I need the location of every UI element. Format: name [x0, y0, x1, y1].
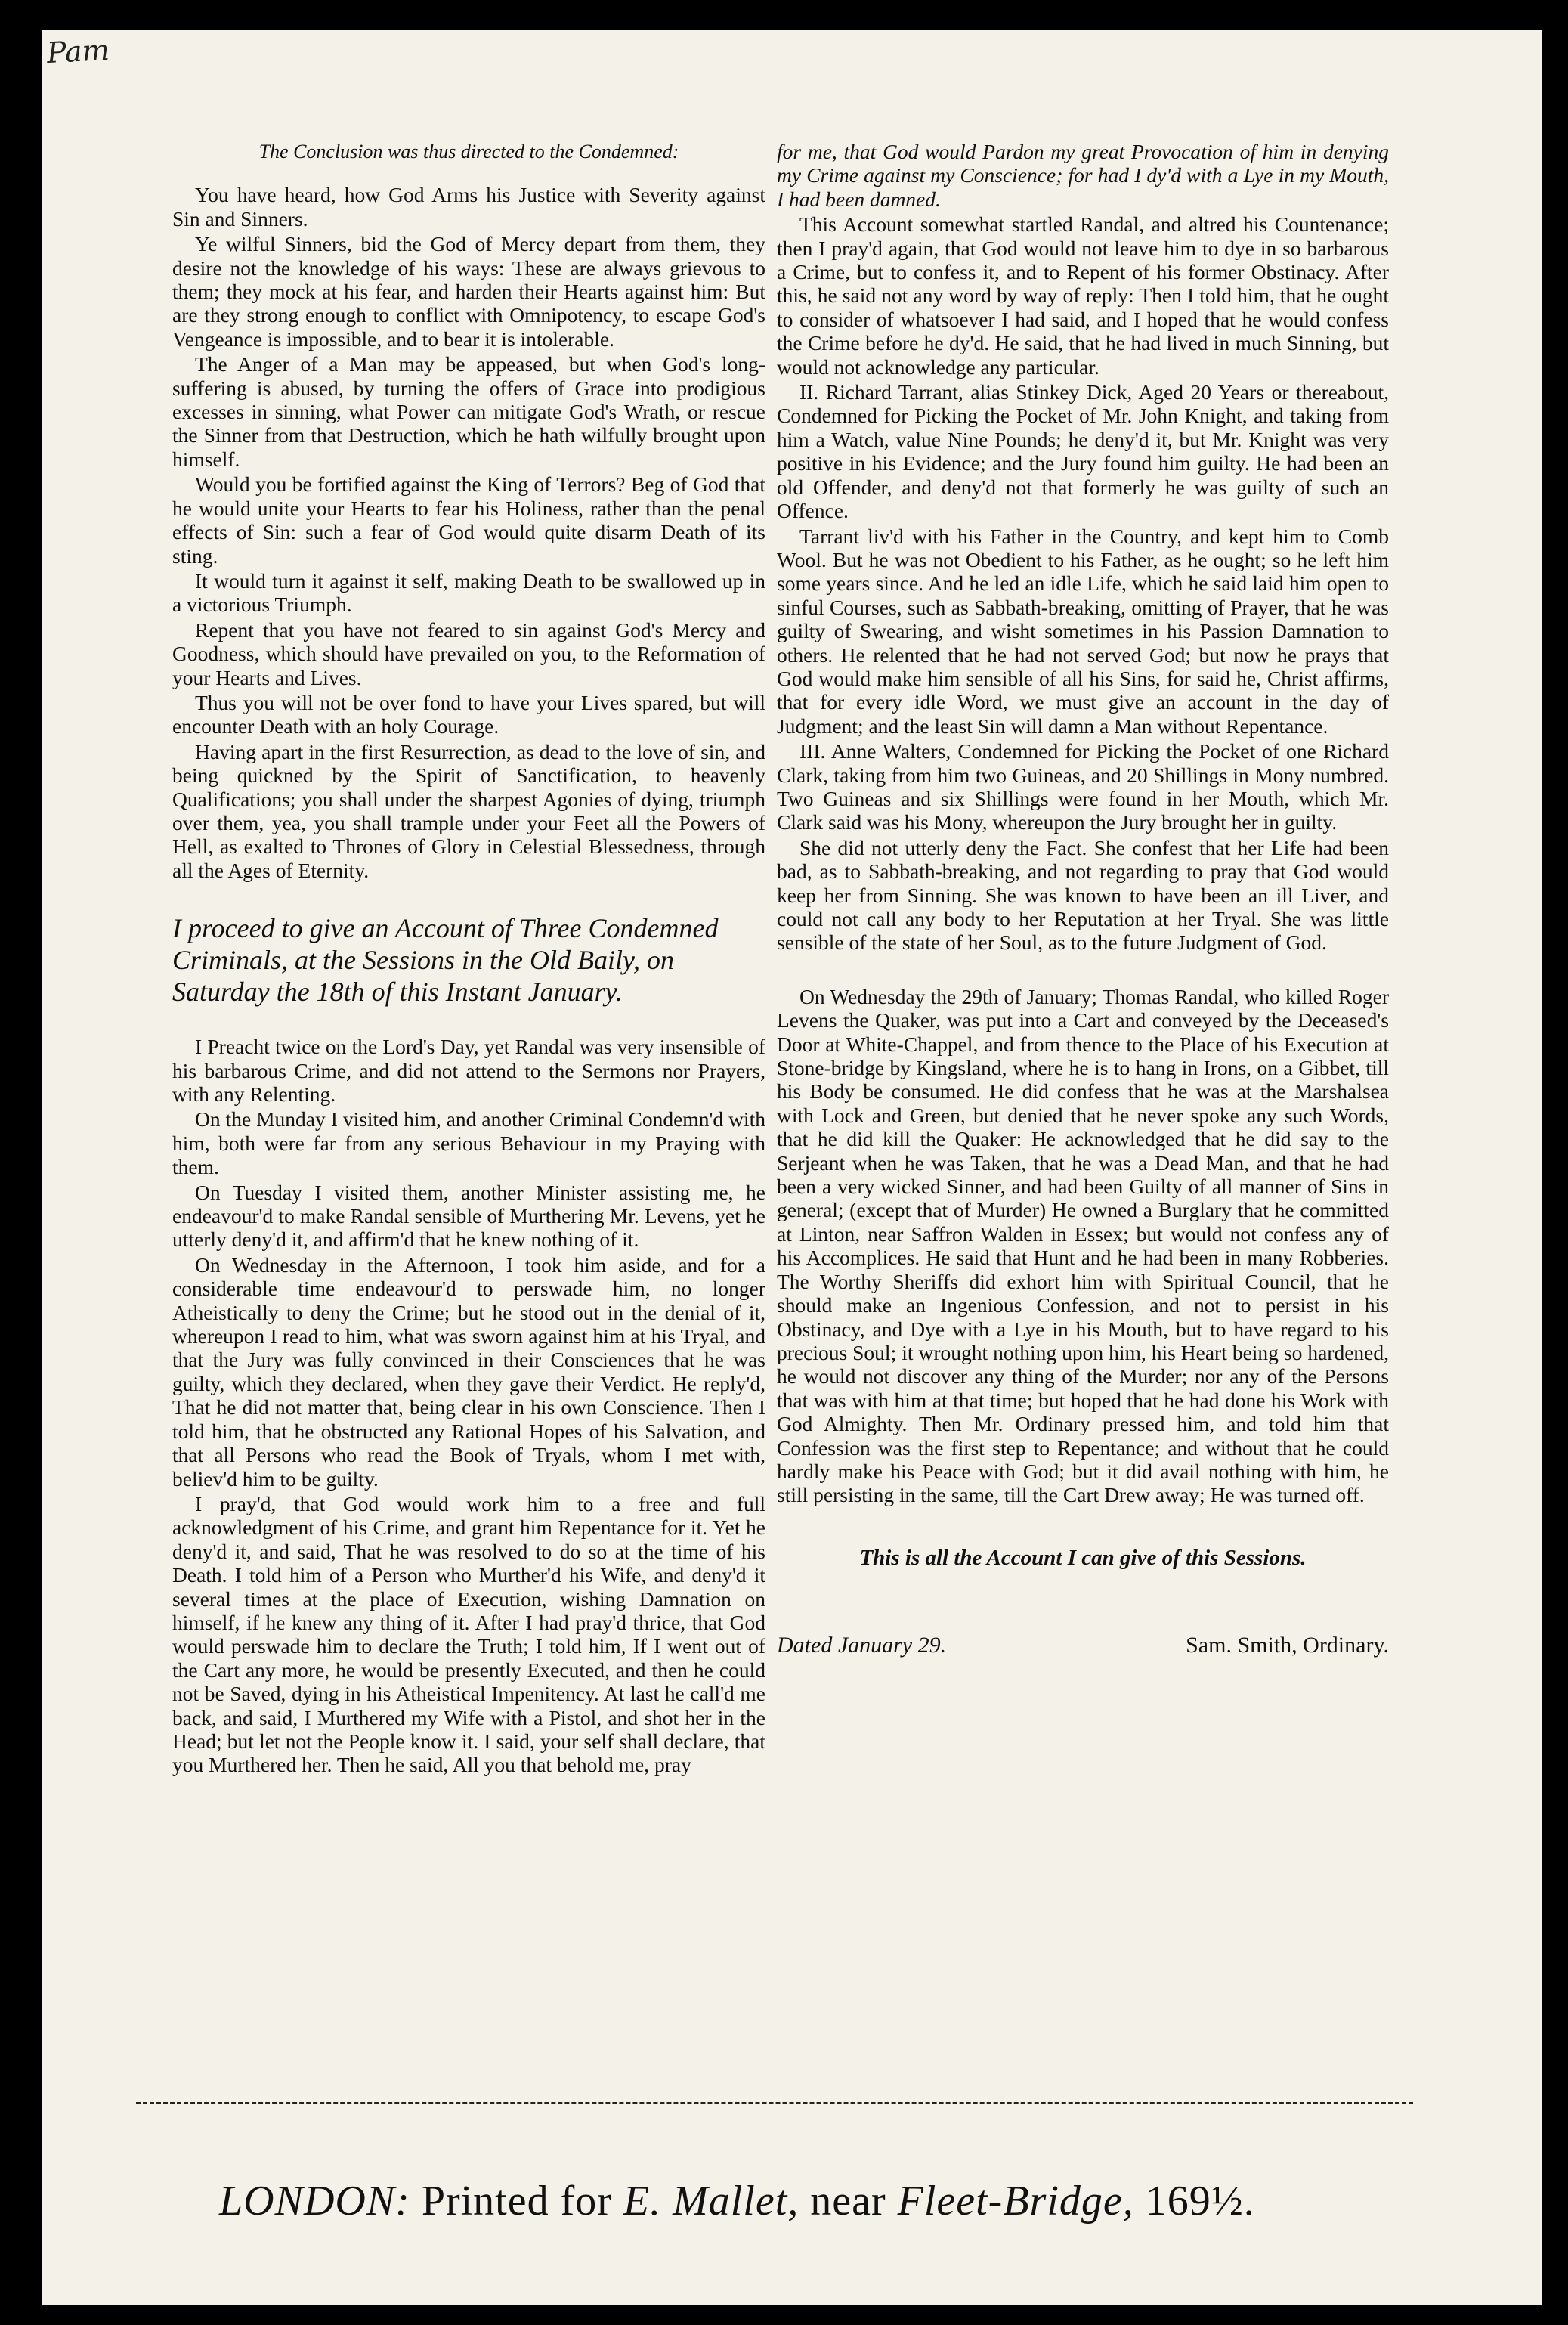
- paragraph: I pray'd, that God would work him to a free and full acknowledgment of his Crime, and grant him Repentance for it. Yet he deny'd it, and said, That he was resolved to do so at the time of his Death. I told him of a Person who Murther'd his Wife, and deny'd it several times at the place of Execution, wishing Damnation on himself, if he knew any thing of it. After I had pray'd thrice, that God would perswade him to declare the Truth; I told him, If I went out of the Cart any more, he would be presently Executed, and then he could not be Saved, dying in his Atheistical Impenitency. At last he call'd me back, and said, I Murthered my Wife with a Pistol, and shot her in the Head; but let not the People know it. I said, your self shall declare, that you Murthered her. Then he said, All you that behold me, pray: [172, 1491, 765, 1777]
- paragraph: II. Richard Tarrant, alias Stinkey Dick, Aged 20 Years or thereabout, Condemned for Picking the Pocket of Mr. John Knight, and taking from him a Watch, value Nine Pounds; he deny'd it, but Mr. Knight was very positive in his Evidence; and the Jury found him guilty. He had been an old Offender, and deny'd not that formerly he was guilty of such an Offence.: [777, 380, 1389, 523]
- paragraph: On Tuesday I visited them, another Minister assisting me, he endeavour'd to make Randal sensible of Murthering Mr. Levens, yet he utterly deny'd it, and affirm'd that he knew nothing of it.: [172, 1180, 765, 1252]
- paragraph: This Account somewhat startled Randal, and altred his Countenance; then I pray'd again, that God would not leave him to dye in so barbarous a Crime, but to confess it, and to Repent of his former Obstinacy. After this, he said not any word by way of reply: Then I told him, that he ought to consider of whatsoever I had said, and I hoped that he would confess the Crime before he dy'd. He said, that he had lived in much Sinning, but would not acknowledge any particular.: [777, 212, 1389, 379]
- paragraph: It would turn it against it self, making Death to be swallowed up in a victorious Triumph.: [172, 568, 765, 617]
- paragraph: She did not utterly deny the Fact. She confest that her Life had been bad, as to Sabbath-breaking, and not regarding to pray that God would keep her from Sinning. She was known to have been an ill Liver, and could not call any body to her Reputation at her Tryal. She was little sensible of the state of her Soul, as to the future Judgment of God.: [777, 835, 1389, 955]
- left-column: [172, 140, 765, 1779]
- paragraph: Would you be fortified against the King of Terrors? Beg of God that he would unite your Hearts to fear his Holiness, rather than the penal effects of Sin: such a fear of God would quite disarm Death of its sting.: [172, 472, 765, 568]
- section-gap: [777, 956, 1389, 985]
- imprint-place: Fleet-Bridge,: [897, 2178, 1134, 2224]
- paragraph: On the Munday I visited him, and another Criminal Condemn'd with him, both were far from any serious Behaviour in my Praying with them.: [172, 1107, 765, 1179]
- paragraph: The Anger of a Man may be appeased, but when God's long-suffering is abused, by turning the offers of Grace into prodigious excesses in sinning, what Power can mitigate God's Wrath, or rescue the Sinner from that Destruction, which he hath wilfully brought upon himself.: [172, 352, 765, 471]
- right-column: [777, 140, 1389, 1664]
- imprint-near: near: [810, 2178, 886, 2224]
- continued-prayer: for me, that God would Pardon my great Provocation of him in denying my Crime against my Conscience; for had I dy'd with a Lye in my Mouth, I had been damned.: [777, 140, 1389, 211]
- paragraph: On Wednesday in the Afternoon, I took him aside, and for a considerable time endeavour'd to perswade him, no longer Atheistically to deny the Crime; but he stood out in the denial of it, whereupon I read to him, what was sworn against him at his Tryal, and that the Jury was fully convinced in their Consciences that he was guilty, which they declared, when they gave their Verdict. He reply'd, That he did not matter that, being clear in his own Conscience. Then I told him, that he obstructed any Rational Hopes of his Salvation, and that all Persons who read the Book of Tryals, whom I met with, believ'd him to be guilty.: [172, 1252, 765, 1491]
- paragraph: Repent that you have not feared to sin against God's Mercy and Goodness, which should have prevailed on you, to the Reformation of your Hearts and Lives.: [172, 618, 765, 689]
- paragraph: Thus you will not be over fond to have your Lives spared, but will encounter Death with an holy Courage.: [172, 690, 765, 738]
- execution-paragraph: On Wednesday the 29th of January; Thomas Randal, who killed Roger Levens the Quaker, was put into a Cart and conveyed by the Deceased's Door at White-Chappel, and from thence to the Place of his Execution at Stone-bridge by Kingsland, where he is to hang in Irons, on a Gibbet, till his Body be consumed. He did confess that he was at the Marshalsea with Lock and Green, but denied that he never spoke any such Words, that he did kill the Quaker: He acknowledged that he did say to the Serjeant when he was Taken, that he was a Dead Man, and that he had been a very wicked Sinner, and had been Guilty of all manner of Sins in general; (except that of Murder) He owned a Burglary that he committed at Linton, near Saffron Walden in Essex; but would not confess any of his Accomplices. He said that Hunt and he had been in many Robberies. The Worthy Sheriffs did exhort him with Spiritual Council, that he should make an Ingenious Confession, and not to persist in his Obstinacy, and Dye with a Lye in his Mouth, but to have regard to his precious Soul; it wrought nothing upon him, his Heart being so hardened, he would not discover any thing of the Murder; nor any of the Persons that was with him at that time; but hoped that he had done his Work with God Almighty. Then Mr. Ordinary pressed him, and told him that Confession was the first step to Repentance; and without that he could hardly make his Peace with God; but it did avail nothing with him, he still persisting in the same, till the Cart Drew away; He was turned off.: [777, 984, 1389, 1507]
- imprint-year: 169½.: [1145, 2178, 1255, 2224]
- account-intro: I proceed to give an Account of Three Condemned Criminals, at the Sessions in the Old Baily, on Saturday the 18th of this Instant January.: [172, 913, 719, 1008]
- paragraph: I Preacht twice on the Lord's Day, yet Randal was very insensible of his barbarous Crime, and did not attend to the Sermons nor Prayers, with any Relenting.: [172, 1035, 765, 1106]
- paragraph: Ye wilful Sinners, bid the God of Mercy depart from them, they desire not the knowledge of his ways: These are always grievous to them; they mock at his fear, and harden their Hearts against him: But are they strong enough to conflict with Omnipotency, to escape God's Vengeance is impossible, and to bear it is intolerable.: [172, 232, 765, 351]
- dateline: [777, 1633, 1389, 1664]
- dated-label: Dated January 29.: [777, 1633, 947, 1658]
- imprint-printer: E. Mallet,: [623, 2178, 799, 2224]
- paragraph: Tarrant liv'd with his Father in the Country, and kept him to Comb Wool. But he was not Obedient to his Father, as he ought; so he left him some years since. And he led an idle Life, which he said laid him open to sinful Courses, such as Sabbath-breaking, omitting of Prayer, that he was guilty of Swearing, and wisht sometimes in his Passion Damnation to others. He relented that he had not served God; but now he prays that God would make him sensible of all his Sins, for said he, Christ affirms, that for every idle Word, we must give an account in the day of Judgment; and the least Sin will damn a Man without Repentance.: [777, 524, 1389, 738]
- paragraph: Having apart in the first Resurrection, as dead to the love of sin, and being quickned by the Spirit of Sanctification, to heavenly Qualifications; you shall under the sharpest Agonies of dying, triumph over them, yea, you shall trample under your Feet all the Powers of Hell, as exalted to Thrones of Glory in Celestial Blessedness, through all the Ages of Eternity.: [172, 739, 765, 882]
- conclusion-heading: The Conclusion was thus directed to the Condemned:: [258, 141, 679, 163]
- signature: Sam. Smith, Ordinary.: [1186, 1633, 1389, 1658]
- divider-rule: [136, 2102, 1413, 2104]
- imprint-printed-for: Printed for: [421, 2178, 612, 2224]
- imprint-city: LONDON:: [219, 2178, 410, 2224]
- closing-line: This is all the Account I can give of this Sessions.: [859, 1545, 1307, 1570]
- archive-mark: Pam: [45, 33, 110, 70]
- imprint: [219, 2177, 1353, 2225]
- paragraph: III. Anne Walters, Condemned for Picking the Pocket of one Richard Clark, taking from him two Guineas, and 20 Shillings in Mony numbred. Two Guineas and six Shillings were found in her Mouth, which Mr. Clark said was his Mony, whereupon the Jury brought her in guilty.: [777, 739, 1389, 834]
- paragraph: You have heard, how God Arms his Justice with Severity against Sin and Sinners.: [172, 183, 765, 231]
